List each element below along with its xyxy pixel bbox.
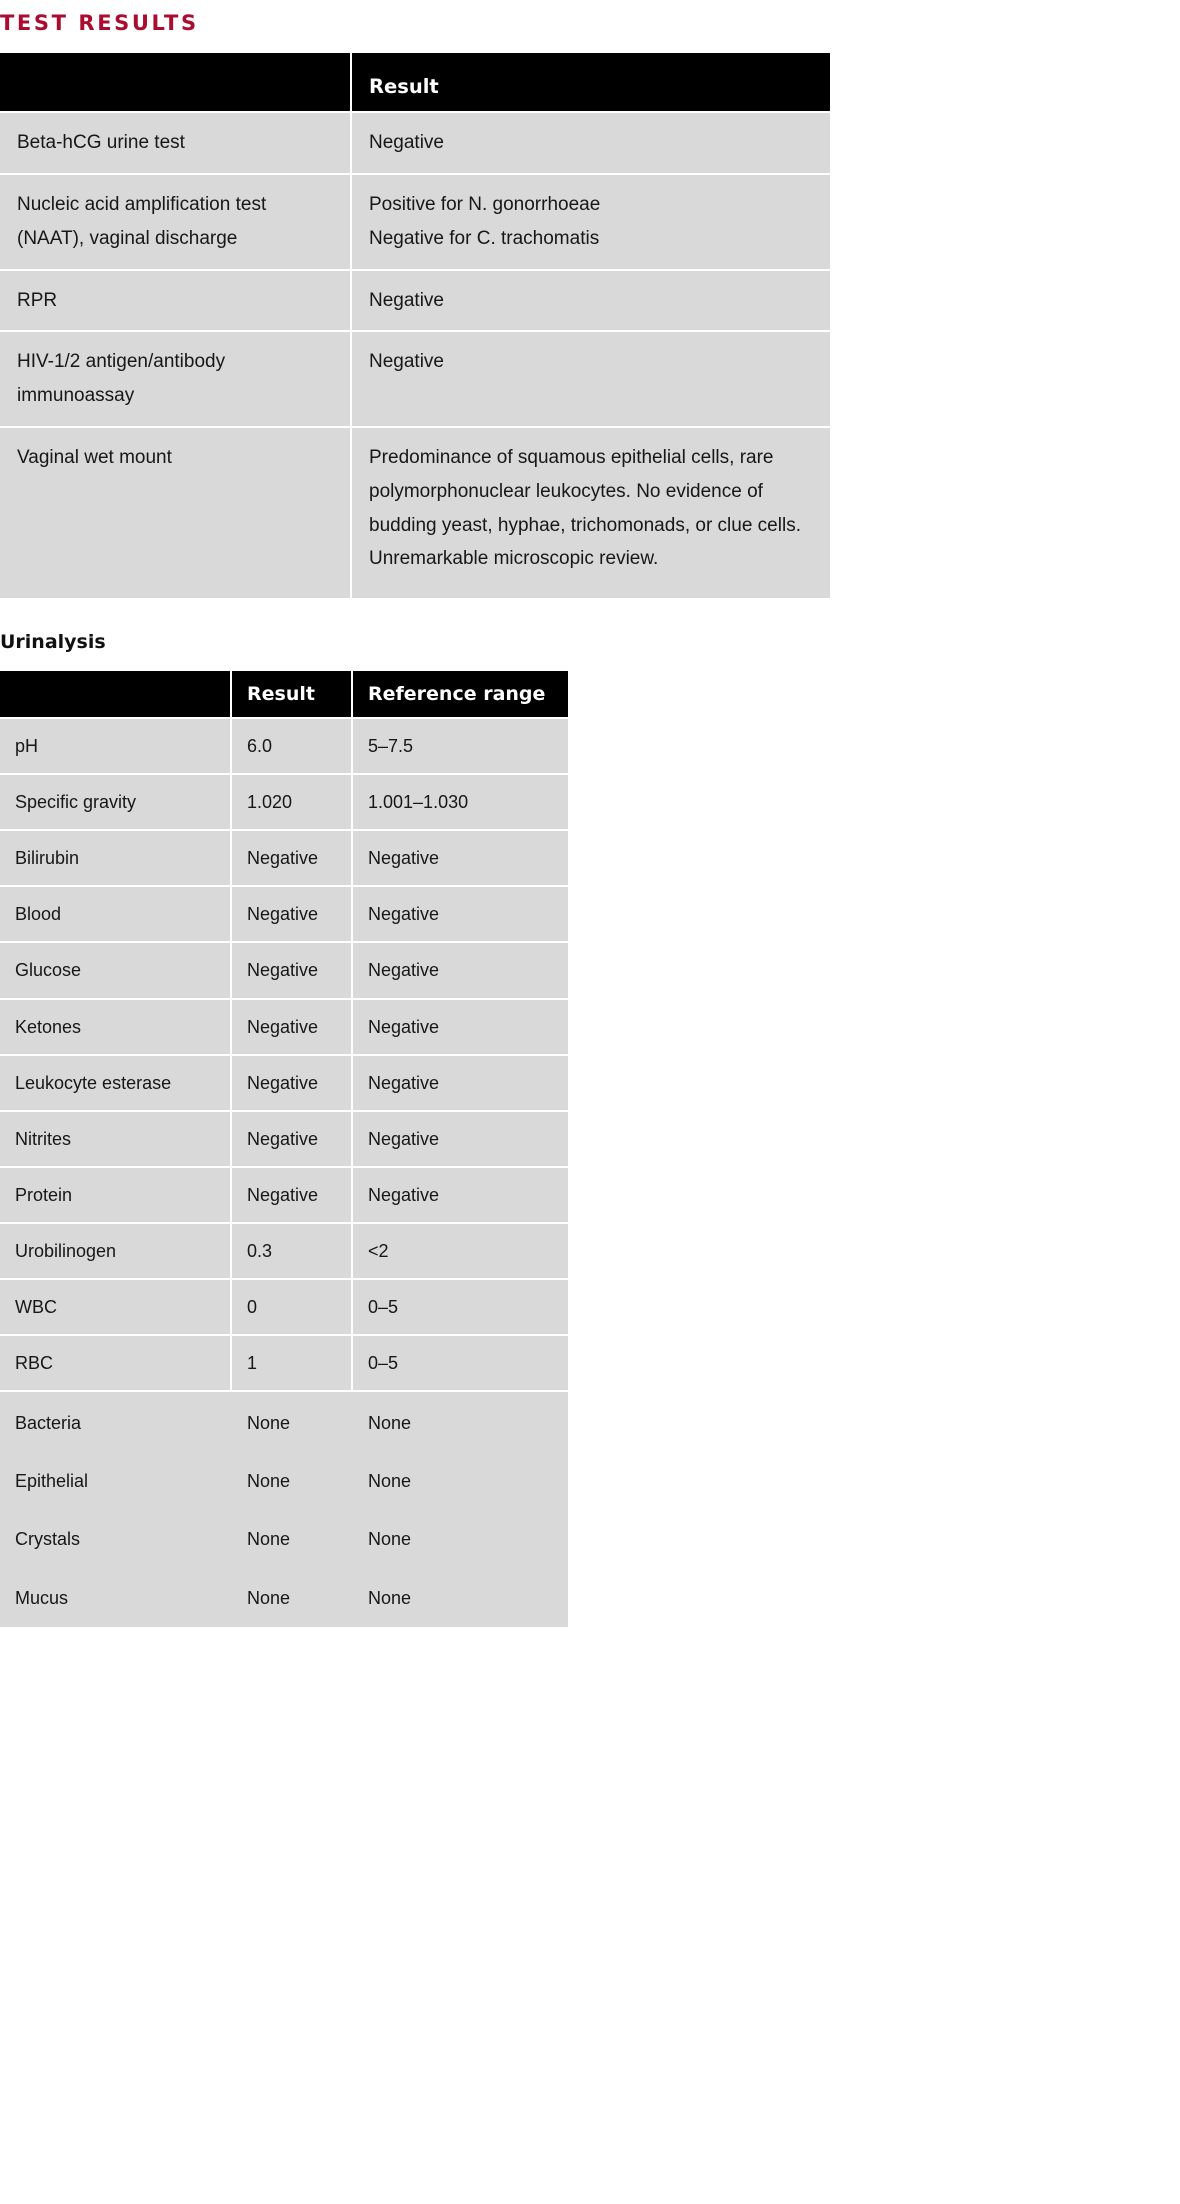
cell-reference: Negative bbox=[353, 831, 568, 887]
cell-analyte: Glucose bbox=[0, 943, 232, 999]
cell-reference: Negative bbox=[353, 1000, 568, 1056]
cell-analyte: Mucus bbox=[0, 1569, 232, 1627]
column-header-result: Result bbox=[352, 53, 830, 113]
cell-analyte: Leukocyte esterase bbox=[0, 1056, 232, 1112]
cell-result: Negative bbox=[232, 943, 353, 999]
table-row bbox=[0, 1112, 568, 1168]
urinalysis-spacer bbox=[0, 598, 1180, 632]
table-header-row bbox=[0, 53, 830, 113]
cell-reference: 0–5 bbox=[353, 1280, 568, 1336]
cell-result: None bbox=[232, 1392, 353, 1452]
cell-analyte: Blood bbox=[0, 887, 232, 943]
cell-analyte: Bacteria bbox=[0, 1392, 232, 1452]
table-row bbox=[0, 1452, 568, 1510]
cell-reference: Negative bbox=[353, 1168, 568, 1224]
cell-reference: 1.001–1.030 bbox=[353, 775, 568, 831]
cell-reference: None bbox=[353, 1569, 568, 1627]
cell-result: None bbox=[232, 1569, 353, 1627]
page-title: TEST RESULTS bbox=[0, 11, 199, 35]
cell-result: 0.3 bbox=[232, 1224, 353, 1280]
table-row bbox=[0, 1392, 568, 1452]
cell-analyte: Epithelial bbox=[0, 1452, 232, 1510]
cell-result: Negative bbox=[232, 831, 353, 887]
cell-test-result bbox=[352, 175, 830, 271]
cell-result: Negative bbox=[232, 887, 353, 943]
table-row bbox=[0, 1224, 568, 1280]
column-header-reference-range: Reference range bbox=[353, 671, 568, 719]
table-row bbox=[0, 1056, 568, 1112]
cell-test-result: Negative bbox=[352, 113, 830, 175]
urinalysis-table bbox=[0, 671, 568, 1627]
table-row bbox=[0, 332, 830, 428]
cell-reference: Negative bbox=[353, 887, 568, 943]
urinalysis-heading-spacer bbox=[0, 653, 1180, 671]
table-row bbox=[0, 1510, 568, 1568]
cell-test-name: HIV-1/2 antigen/antibody immunoassay bbox=[0, 332, 352, 428]
table-row bbox=[0, 831, 568, 887]
table-row bbox=[0, 719, 568, 775]
cell-reference: 0–5 bbox=[353, 1336, 568, 1392]
table-row bbox=[0, 1569, 568, 1627]
cell-result: Negative bbox=[232, 1000, 353, 1056]
table-row bbox=[0, 271, 830, 333]
cell-result: 1.020 bbox=[232, 775, 353, 831]
cell-reference: None bbox=[353, 1452, 568, 1510]
test-results-table bbox=[0, 53, 830, 598]
cell-test-name: Beta-hCG urine test bbox=[0, 113, 352, 175]
cell-result: None bbox=[232, 1452, 353, 1510]
cell-result: Negative bbox=[232, 1056, 353, 1112]
cell-test-result: Predominance of squamous epithelial cells, rare polymorphonuclear leukocytes. No evidence of budding yeast, hyphae, trichomonads, or clue cells. Unremarkable microscopic review. bbox=[352, 428, 830, 598]
table-row bbox=[0, 1280, 568, 1336]
cell-test-result: Negative bbox=[352, 332, 830, 428]
column-header-result: Result bbox=[232, 671, 353, 719]
cell-test-name: Nucleic acid amplification test (NAAT), vaginal discharge bbox=[0, 175, 352, 271]
result-line: Negative for C. trachomatis bbox=[369, 227, 600, 249]
cell-test-result: Negative bbox=[352, 271, 830, 333]
title-spacer bbox=[0, 35, 1180, 53]
table-row bbox=[0, 113, 830, 175]
table-row bbox=[0, 943, 568, 999]
cell-result: 1 bbox=[232, 1336, 353, 1392]
urinalysis-heading: Urinalysis bbox=[0, 631, 106, 654]
cell-analyte: pH bbox=[0, 719, 232, 775]
table-row bbox=[0, 428, 830, 598]
cell-analyte: RBC bbox=[0, 1336, 232, 1392]
test-results-body bbox=[0, 113, 830, 598]
table-row bbox=[0, 1000, 568, 1056]
cell-reference: Negative bbox=[353, 1056, 568, 1112]
cell-analyte: Protein bbox=[0, 1168, 232, 1224]
cell-reference: None bbox=[353, 1510, 568, 1568]
table-row bbox=[0, 175, 830, 271]
cell-result: None bbox=[232, 1510, 353, 1568]
cell-test-name: Vaginal wet mount bbox=[0, 428, 352, 598]
cell-analyte: Nitrites bbox=[0, 1112, 232, 1168]
cell-reference: <2 bbox=[353, 1224, 568, 1280]
column-header-analyte bbox=[0, 671, 232, 719]
cell-analyte: Bilirubin bbox=[0, 831, 232, 887]
cell-analyte: Ketones bbox=[0, 1000, 232, 1056]
cell-analyte: Specific gravity bbox=[0, 775, 232, 831]
result-line: Positive for N. gonorrhoeae bbox=[369, 193, 601, 215]
cell-test-name: RPR bbox=[0, 271, 352, 333]
cell-reference: 5–7.5 bbox=[353, 719, 568, 775]
cell-result: Negative bbox=[232, 1168, 353, 1224]
cell-reference: Negative bbox=[353, 1112, 568, 1168]
table-row bbox=[0, 775, 568, 831]
cell-analyte: Urobilinogen bbox=[0, 1224, 232, 1280]
cell-result: Negative bbox=[232, 1112, 353, 1168]
table-row bbox=[0, 1336, 568, 1392]
cell-reference: Negative bbox=[353, 943, 568, 999]
cell-result: 0 bbox=[232, 1280, 353, 1336]
cell-result: 6.0 bbox=[232, 719, 353, 775]
table-row bbox=[0, 1168, 568, 1224]
table-row bbox=[0, 887, 568, 943]
column-header-test bbox=[0, 53, 352, 113]
cell-reference: None bbox=[353, 1392, 568, 1452]
table-header-row bbox=[0, 671, 568, 719]
urinalysis-body bbox=[0, 719, 568, 1627]
cell-analyte: Crystals bbox=[0, 1510, 232, 1568]
cell-analyte: WBC bbox=[0, 1280, 232, 1336]
